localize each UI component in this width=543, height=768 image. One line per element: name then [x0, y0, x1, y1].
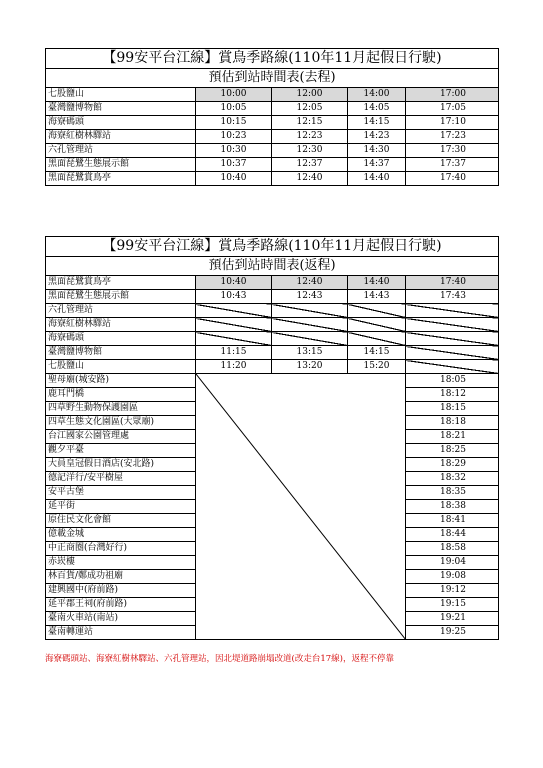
- time-cell: 10:00: [196, 88, 272, 102]
- no-stop-cell: [348, 332, 406, 346]
- time-cell: 12:40: [272, 276, 348, 290]
- time-cell: 12:23: [272, 130, 348, 144]
- no-stop-cell: [272, 304, 348, 318]
- time-cell: 18:58: [406, 542, 499, 556]
- station-name: 四草野生動物保護園區: [46, 402, 196, 416]
- outbound-subtitle: 預估到站時間表(去程): [46, 69, 499, 88]
- no-service-cell: [196, 374, 406, 640]
- time-cell: 17:23: [406, 130, 499, 144]
- station-name: 黑面琵鷺生態展示館: [46, 290, 196, 304]
- outbound-title: 【99安平台江線】賞鳥季路線(110年11月起假日行駛): [46, 49, 499, 69]
- time-cell: 18:15: [406, 402, 499, 416]
- time-cell: 10:15: [196, 116, 272, 130]
- time-cell: 17:05: [406, 102, 499, 116]
- station-name: 海寮碼頭: [46, 332, 196, 346]
- station-name: 延平郡王祠(府前路): [46, 598, 196, 612]
- station-name: 觀夕平臺: [46, 444, 196, 458]
- time-cell: 10:40: [196, 276, 272, 290]
- time-cell: 18:29: [406, 458, 499, 472]
- no-stop-cell: [406, 346, 499, 360]
- time-cell: 14:15: [348, 346, 406, 360]
- table-row: [46, 304, 499, 318]
- table-row: [46, 360, 499, 374]
- station-name: 六孔管理站: [46, 144, 196, 158]
- no-stop-cell: [406, 360, 499, 374]
- time-cell: 18:21: [406, 430, 499, 444]
- station-name: 德記洋行/安平樹屋: [46, 472, 196, 486]
- time-cell: 17:00: [406, 88, 499, 102]
- time-cell: 18:05: [406, 374, 499, 388]
- time-cell: 11:20: [196, 360, 272, 374]
- time-cell: 14:30: [348, 144, 406, 158]
- table-row: [46, 102, 499, 116]
- station-name: 鹿耳門橋: [46, 388, 196, 402]
- no-stop-cell: [272, 332, 348, 346]
- station-name: 六孔管理站: [46, 304, 196, 318]
- table-row: [46, 172, 499, 186]
- time-cell: 13:15: [272, 346, 348, 360]
- time-cell: 10:43: [196, 290, 272, 304]
- time-cell: 18:44: [406, 528, 499, 542]
- station-name: 赤崁樓: [46, 556, 196, 570]
- station-name: 億載金城: [46, 528, 196, 542]
- time-cell: 17:40: [406, 276, 499, 290]
- station-name: 林百貨/鄭成功祖廟: [46, 570, 196, 584]
- time-cell: 17:10: [406, 116, 499, 130]
- table-row: [46, 374, 499, 388]
- table-row: [46, 116, 499, 130]
- station-name: 中正商圈(台灣好行): [46, 542, 196, 556]
- station-name: 大員皇冠假日酒店(安北路): [46, 458, 196, 472]
- time-cell: 17:43: [406, 290, 499, 304]
- time-cell: 12:15: [272, 116, 348, 130]
- table-row: [46, 130, 499, 144]
- time-cell: 12:30: [272, 144, 348, 158]
- station-name: 原住民文化會館: [46, 514, 196, 528]
- time-cell: 10:23: [196, 130, 272, 144]
- table-row: [46, 88, 499, 102]
- time-cell: 17:40: [406, 172, 499, 186]
- time-cell: 10:05: [196, 102, 272, 116]
- time-cell: 14:40: [348, 276, 406, 290]
- time-cell: 18:25: [406, 444, 499, 458]
- inbound-subtitle: 預估到站時間表(返程): [46, 257, 499, 276]
- station-name: 黑面琵鷺生態展示館: [46, 158, 196, 172]
- time-cell: 14:15: [348, 116, 406, 130]
- station-name: 七股鹽山: [46, 88, 196, 102]
- no-stop-cell: [196, 304, 272, 318]
- time-cell: 18:32: [406, 472, 499, 486]
- no-stop-cell: [406, 304, 499, 318]
- time-cell: 17:30: [406, 144, 499, 158]
- station-name: 黑面琵鷺賞鳥亭: [46, 172, 196, 186]
- time-cell: 10:37: [196, 158, 272, 172]
- time-cell: 18:35: [406, 486, 499, 500]
- no-stop-cell: [348, 318, 406, 332]
- time-cell: 15:20: [348, 360, 406, 374]
- table-row: [46, 290, 499, 304]
- no-stop-cell: [406, 318, 499, 332]
- no-stop-cell: [196, 332, 272, 346]
- table-row: [46, 276, 499, 290]
- station-name: 海寮紅樹林驛站: [46, 318, 196, 332]
- outbound-timetable: [45, 48, 499, 186]
- no-stop-cell: [406, 332, 499, 346]
- time-cell: 12:05: [272, 102, 348, 116]
- inbound-title: 【99安平台江線】賞鳥季路線(110年11月起假日行駛): [46, 237, 499, 257]
- time-cell: 17:37: [406, 158, 499, 172]
- detour-note: 海寮碼頭站、海寮紅樹林驛站、六孔管理站，因北堤道路崩塌改道(改走台17線)，返程不停靠: [45, 654, 394, 664]
- station-name: 海寮碼頭: [46, 116, 196, 130]
- time-cell: 19:08: [406, 570, 499, 584]
- table-row: [46, 332, 499, 346]
- station-name: 四草生態文化園區(大眾廟): [46, 416, 196, 430]
- time-cell: 19:25: [406, 626, 499, 640]
- time-cell: 14:00: [348, 88, 406, 102]
- time-cell: 19:21: [406, 612, 499, 626]
- time-cell: 14:37: [348, 158, 406, 172]
- time-cell: 19:12: [406, 584, 499, 598]
- time-cell: 18:41: [406, 514, 499, 528]
- time-cell: 14:05: [348, 102, 406, 116]
- table-row: [46, 318, 499, 332]
- time-cell: 14:23: [348, 130, 406, 144]
- inbound-timetable: [45, 236, 499, 640]
- time-cell: 12:43: [272, 290, 348, 304]
- time-cell: 14:43: [348, 290, 406, 304]
- time-cell: 12:00: [272, 88, 348, 102]
- time-cell: 14:40: [348, 172, 406, 186]
- station-name: 臺南轉運站: [46, 626, 196, 640]
- time-cell: 10:30: [196, 144, 272, 158]
- station-name: 延平街: [46, 500, 196, 514]
- no-stop-cell: [348, 304, 406, 318]
- station-name: 安平古堡: [46, 486, 196, 500]
- table-row: [46, 158, 499, 172]
- time-cell: 13:20: [272, 360, 348, 374]
- station-name: 聖母廟(城安路): [46, 374, 196, 388]
- station-name: 黑面琵鷺賞鳥亭: [46, 276, 196, 290]
- station-name: 海寮紅樹林驛站: [46, 130, 196, 144]
- time-cell: 19:04: [406, 556, 499, 570]
- station-name: 臺南火車站(南站): [46, 612, 196, 626]
- time-cell: 18:18: [406, 416, 499, 430]
- time-cell: 11:15: [196, 346, 272, 360]
- time-cell: 10:40: [196, 172, 272, 186]
- table-row: [46, 346, 499, 360]
- station-name: 臺灣鹽博物館: [46, 102, 196, 116]
- time-cell: 19:15: [406, 598, 499, 612]
- time-cell: 12:37: [272, 158, 348, 172]
- no-stop-cell: [196, 318, 272, 332]
- time-cell: 12:40: [272, 172, 348, 186]
- station-name: 建興國中(府前路): [46, 584, 196, 598]
- time-cell: 18:38: [406, 500, 499, 514]
- no-stop-cell: [272, 318, 348, 332]
- station-name: 臺灣鹽博物館: [46, 346, 196, 360]
- station-name: 七股鹽山: [46, 360, 196, 374]
- station-name: 台江國家公園管理處: [46, 430, 196, 444]
- time-cell: 18:12: [406, 388, 499, 402]
- table-row: [46, 144, 499, 158]
